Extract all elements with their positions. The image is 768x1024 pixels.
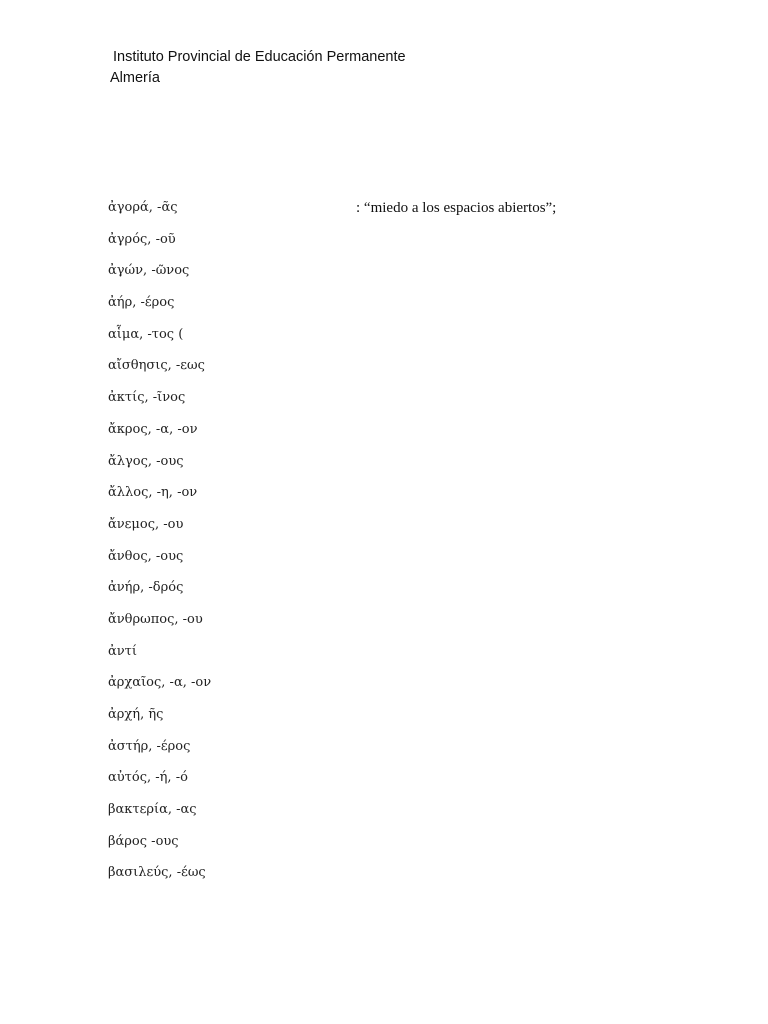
list-item: αἷμα, -τος ( xyxy=(108,326,184,342)
greek-word-list xyxy=(108,196,211,893)
list-item: ἄκρος, -α, -ον xyxy=(108,421,198,437)
list-item: ἀρχαῖος, -α, -ον xyxy=(108,675,212,691)
list-item: ἄλγος, -ους xyxy=(108,453,184,469)
list-item: ἀήρ, -έρος xyxy=(108,295,175,311)
list-item: βάρος -ους xyxy=(108,833,179,849)
list-item: αἴσθησις, -εως xyxy=(108,358,205,374)
list-item: ἀντί xyxy=(108,643,137,659)
list-item: ἀκτίς, -ῖνος xyxy=(108,390,186,406)
list-item: ἄνθος, -ους xyxy=(108,548,184,564)
list-item: ἄλλος, -η, -ον xyxy=(108,485,198,501)
list-item: ἀνήρ, -δρός xyxy=(108,580,184,596)
list-item: βασιλεύς, -έως xyxy=(108,865,206,881)
city-name: Almería xyxy=(110,70,160,86)
list-item: ἄνθρωπος, -ου xyxy=(108,611,203,627)
list-item: βακτερία, -ας xyxy=(108,802,197,818)
list-item: ἀγρός, -οῦ xyxy=(108,231,176,247)
gloss-text: : “miedo a los espacios abiertos”; xyxy=(356,200,557,216)
institution-name: Instituto Provincial de Educación Permanente xyxy=(113,49,406,65)
list-item: αὐτός, -ή, -ό xyxy=(108,770,188,786)
list-item: ἀγών, -ῶνος xyxy=(108,263,190,279)
list-item: ἄνεμος, -ου xyxy=(108,516,184,532)
document-header xyxy=(110,47,406,89)
list-item: ἀγορά, -ᾶς xyxy=(108,200,178,215)
list-item: ἀρχή, ῆς xyxy=(108,707,164,722)
list-item: ἀστήρ, -έρος xyxy=(108,738,191,754)
